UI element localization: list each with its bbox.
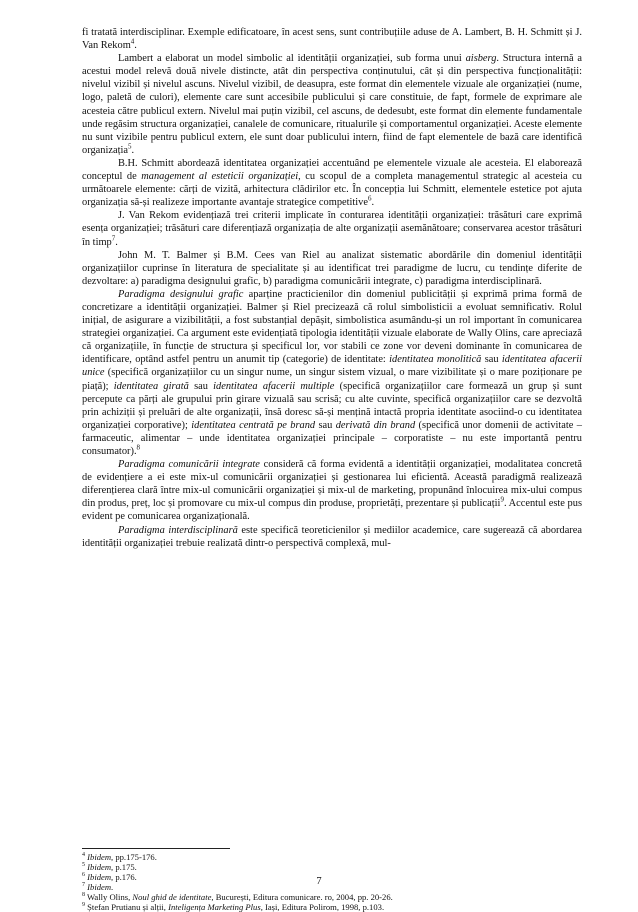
paragraph-5: John M. T. Balmer și B.M. Cees van Riel au analizat sistematic abordările din domeniul identității organizațiilor cuprinse în literatura de specialitate și au identificat trei paradigme de lucru, cu tendințe diferite de dezvoltare: a) paradigma designului grafic, b) paradigma comunicării integrate, c) paradigma interdisciplinară. (82, 249, 582, 287)
footnote-ref-4[interactable]: 4 (130, 37, 135, 46)
paragraph-3: B.H. Schmitt abordează identitatea organizației accentuând pe elementele vizuale ale acesteia. El elaborează conceptul de management al esteticii organizației, cu scopul de a completa managementul strategic al acesteia cu următoarele elemente: cărți de vizită, arhitectura clădirilor etc. În concepția lui Schmitt, elementele estetice pot ajuta organizația să-și realizeze importante avantaje strategice competitive$^6$. (82, 157, 582, 209)
footnote-5: $^5$ Ibidem, p.175. (82, 862, 137, 872)
footnote-ref-5[interactable]: 5 (127, 142, 132, 151)
paragraph-6: Paradigma designului grafic aparține practicienilor din domeniul publicității și exprimă prima formă de concretizare a identității organizației. Balmer și Riel precizează că rolul simbolisticii a evoluat semnificativ. Rolul inițial, de asigurare a vizibilității, a fost substanțial depășit, simbolistica asumându-și un rol important în comunicarea strategiei organizației. Ca argument este evidențiată tipologia identității vizuale elaborate de Wally Olins, care apreciază că organizațiile, în funcție de structura și specificul lor, vor stabili ce zone vor deveni dominante în comunicarea de identificare, optând astfel pentru un anumit tip (categorie) de identitate: identitatea monolitică sau identitatea afacerii unice (specifică organizațiilor cu un singur nume, un singur sistem vizual, o mare vizibilitate și o mare poziționare pe piață); identitatea girată sau identitatea afacerii multiple (specifică organizațiilor care formează un grup și sunt percepute ca părți ale grupului prin girare vizuală sau scrisă; cu alte cuvinte, specifică organizațiilor care se dezvoltă prin achiziții și preluări de alte organizații, însă doresc să-și mențină intactă propria identitate asociind-o cu identitatea organizației corporative); identitatea centrată pe brand sau derivată din brand (specifică unor domenii de activitate – farmaceutic, alimentar – unde identitatea organizației principale – corporatiste – nu este importantă pentru consumator).$^8$ (82, 288, 583, 457)
footnote-7: $^7$ Ibidem. (82, 882, 114, 892)
paragraph-7: Paradigma comunicării integrate consideră că forma evidentă a identității organizației, modalitatea concretă de evidențiere a ei este mix-ul comunicării organizației și gestionarea lui eficientă. Această paradigmă realizează diferențierea clară între mix-ul comunicării organizației și mix-ul de marketing, propunând înlocuirea mix-ului compus din produs, preț, loc și promovare cu mix-ul compus din produse, proprietăți, prezentare și publicații$^9$. Accentul este pus evident pe comunicarea organizațională. (82, 459, 582, 523)
footnote-4: $^4$ Ibidem, pp.175-176. (82, 852, 157, 862)
paragraph-8: Paradigma interdisciplinară este specifică teoreticienilor și mediilor academice, care sugerează că abordarea identității organizației trebuie realizată dintr-o perspectivă complexă, mul- (82, 524, 582, 549)
page-number: 7 (316, 876, 322, 887)
footnote-ref-7[interactable]: 7 (111, 234, 116, 243)
footnote-8: $^8$ Wally Olins, Noul ghid de identitate, București, Editura comunicare. ro, 2004, pp. 20-26. (82, 892, 393, 902)
paragraph-1: fi tratată interdisciplinar. Exemple edificatoare, în acest sens, sunt contribuțiile aduse de A. Lambert, B. H. Schmitt și J. Van Rekom$^4$. (82, 27, 582, 52)
footnote-ref-6[interactable]: 6 (368, 194, 372, 203)
body-text (82, 26, 582, 550)
paragraph-4: J. Van Rekom evidențiază trei criterii implicate în conturarea identității organizației: trăsături care exprimă esența organizației; trăsături care diferențiază organizația de alte organizații asemănătoare; conservarea acestor trăsături în timp$^7$. (82, 210, 582, 248)
footnote-separator (82, 848, 230, 849)
footnote-9: $^9$ Ștefan Prutianu și alții, Inteligența Marketing Plus, Iași, Editura Polirom, 1998, p.103. (82, 902, 385, 912)
footnote-ref-9[interactable]: 9 (500, 495, 504, 504)
paragraph-2: Lambert a elaborat un model simbolic al identității organizației, sub forma unui aisberg. Structura internă a acestui model relevă două nivele distincte, atât din perspectiva conținutului, cât și din perspectiva funcționalității: nivelul vizibil și nivelul ascuns. Nivelul vizibil, de deasupra, este format din elementele vizuale ale organizației (nume, logo, paletă de culori), elemente care sunt accesibile publicului și care constituie, de fapt, formele de exprimare ale acesteia către publicul extern. Nivelul mai puțin vizibil, cel ascuns, de dedesubt, este format din elemente fundamentale unde regăsim structura organizației, canalele de comunicare, ritualurile și comportamentul organizației. Aceste elemente nu sunt vizibile pentru publicul extern, ele sunt doar publicului intern, fiind de fapt elementele de bază care identifică organizația$^5$. (82, 53, 582, 156)
footnote-ref-8[interactable]: 8 (136, 443, 141, 452)
footnote-6: $^6$ Ibidem, p.176. (82, 872, 137, 882)
